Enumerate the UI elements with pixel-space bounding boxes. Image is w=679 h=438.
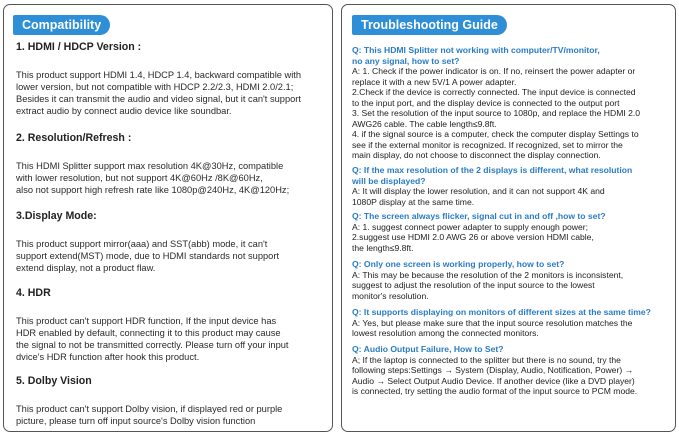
faq-no-signal [352,45,669,161]
compatibility-badge: Compatibility [13,15,110,35]
answer-line: A: This may be because the resolution of the 2 monitors is inconsistent, [352,269,624,280]
question-line: will be displayed? [352,175,426,186]
faq-answer [352,355,669,397]
question-line: Q: It supports displaying on monitors of different sizes at the same time? [352,307,651,317]
question-line: Q: The screen always flicker, signal cut in and off ,how to set? [352,211,606,221]
faq-max-resolution [352,165,669,207]
question-line: no any signal, how to set? [352,55,460,66]
body-line: the signal to not be transmitted correctly. Please turn off your input [16,340,289,350]
answer-line: to the input port, and the display device is connected to the output port [352,97,620,108]
answer-line: 4. if the signal source is a computer, check the computer display Settings to [352,129,639,139]
body-line: HDR enabled by default, connecting it to this product may cause [16,328,281,338]
faq-question [352,307,669,318]
troubleshooting-panel [341,4,676,432]
answer-line: AWG26 cable. The cable length≤9.8ft. [352,118,497,129]
faq-answer [352,318,669,339]
body-line: extend display, not a product flaw. [16,263,156,273]
body-line: This HDMI Splitter support max resolution 4K@30Hz, compatible [16,161,284,171]
answer-line: suggest to adjust the resolution of the input source to the lowest [352,280,595,290]
answer-line: 3. Set the resolution of the input source to 1080p, and replace the HDMI 2.0 [352,108,641,118]
body-line: lower version, but not compatible with HDCP 2.2/2.3, HDMI 2.0/2.1; [16,82,294,92]
faq-answer [352,270,669,302]
body-line: This product can't support Dolby vision, if displayed red or purple [16,404,283,414]
section-hdr [16,287,326,363]
answer-line: Audio → Select Output Audio Device. If another device (like a DVD player) [352,375,635,386]
section-display-mode [16,210,326,274]
body-line: This product support mirror(aaa) and SST(abb) mode, it can't [16,239,268,249]
faq-question [352,259,669,270]
answer-line: is connected, try setting the audio format of the input source to PCM mode. [352,386,638,396]
section-heading: 4. HDR [16,287,51,299]
section-heading: 1. HDMI / HDCP Version : [16,41,142,53]
faq-audio-output [352,344,669,397]
answer-line: A: It will display the lower resolution, and it can not support 4K and [352,186,605,196]
answer-line: A: Yes, but please make sure that the input source resolution matches the [352,317,633,328]
question-line: Q: If the max resolution of the 2 displays is different, what resolution [352,165,633,175]
section-body [16,160,326,196]
section-hdmi-hdcp [16,41,326,117]
faq-question [352,165,669,186]
faq-answer [352,186,669,207]
section-body [16,238,326,274]
compatibility-panel [3,4,333,432]
section-heading: 3.Display Mode: [16,210,97,222]
answer-line: see if the external monitor is recognized. If recognized, set to mirror the [352,139,623,150]
body-line: also not support high refresh rate like 1080p@240Hz, 4K@120Hz; [16,185,290,195]
section-body [16,403,326,427]
question-line: Q: This HDMI Splitter not working with computer/TV/monitor, [352,45,600,55]
troubleshooting-badge: Troubleshooting Guide [352,15,507,35]
body-line: Besides it can transmit the audio and video signal, but it can't support [16,94,301,104]
faq-question [352,211,669,222]
answer-line: monitor's resolution. [352,290,429,301]
section-dolby-vision [16,375,326,427]
question-line: Q: Audio Output Failure, How to Set? [352,344,504,354]
faq-answer [352,222,669,254]
answer-line: 1080P display at the same time. [352,196,475,207]
section-resolution [16,132,326,196]
question-line: Q: Only one screen is working properly, how to set? [352,259,565,269]
faq-one-screen [352,259,669,301]
faq-question [352,344,669,355]
answer-line: 2.suggest use HDMI 2.0 AWG 26 or above version HDMI cable, [352,232,594,242]
answer-line: 2.Check if the device is correctly connected. The input device is connected [352,87,636,97]
answer-line: following steps:Settings → System (Display, Audio, Notification, Power) → [352,365,634,375]
answer-line: A; If the laptop is connected to the splitter but there is no sound, try the [352,354,621,365]
body-line: This product support HDMI 1.4, HDCP 1.4, backward compatible with [16,70,302,80]
section-heading: 2. Resolution/Refresh : [16,132,132,144]
faq-answer [352,66,669,161]
body-line: extract audio by connect audio device like soundbar. [16,106,232,116]
body-line: picture, please turn off input source's Dolby vision function [16,416,256,426]
answer-line: replace it with a new 5V/1 A power adapter. [352,76,517,87]
answer-line: lowest resolution among the connected monitors. [352,328,539,338]
body-line: dvice's HDR function after hook this product. [16,352,200,362]
section-body [16,69,326,117]
body-line: with lower resolution, but not support 4K@60Hz /8K@60Hz, [16,173,263,183]
body-line: support extend(MST) mode, due to HDMI standards not support [16,251,280,261]
answer-line: A: 1. suggest connect power adapter to supply enough power; [352,221,589,232]
answer-line: the length≤9.8ft. [352,242,414,253]
section-heading: 5. Dolby Vision [16,375,92,387]
section-body [16,315,326,363]
body-line: This product can't support HDR function, If the input device has [16,316,277,326]
answer-line: A: 1. Check if the power indicator is on. If no, reinsert the power adapter or [352,66,636,76]
faq-flicker [352,211,669,253]
faq-different-sizes [352,307,669,339]
faq-question [352,45,669,66]
answer-line: main display, do not choose to disconnect the display connection. [352,150,601,160]
